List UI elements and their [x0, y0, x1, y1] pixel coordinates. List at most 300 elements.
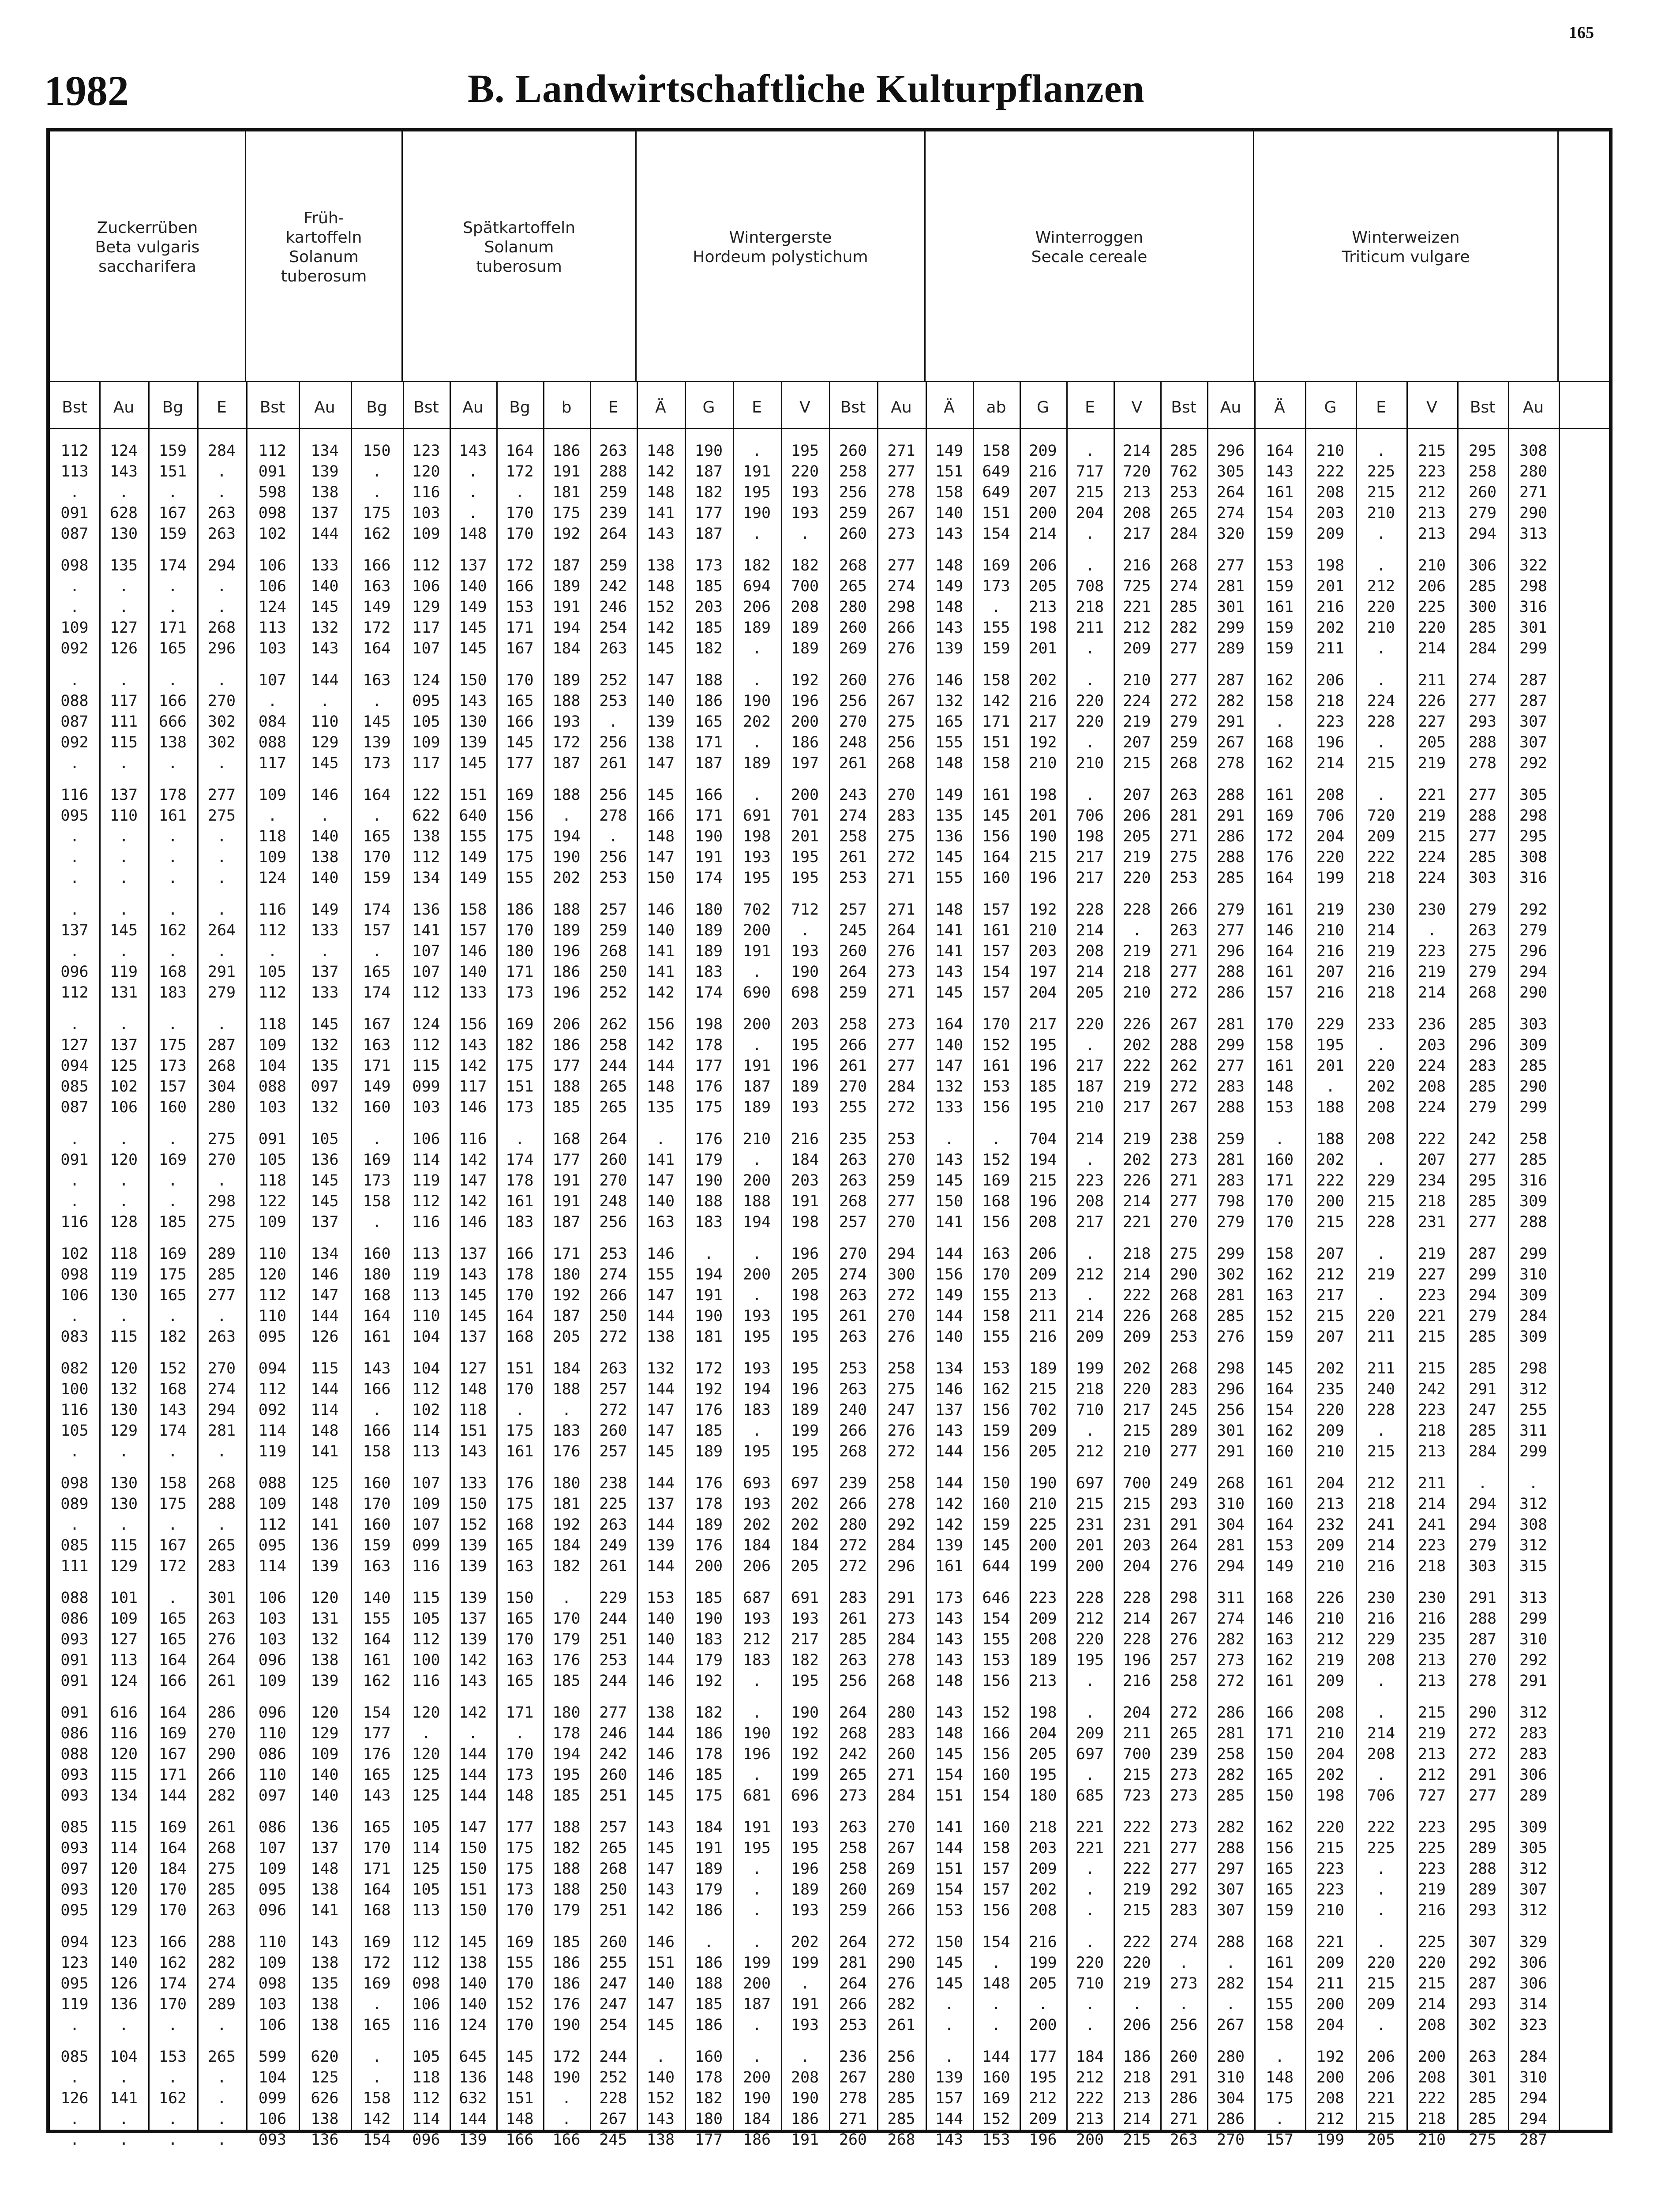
table-cell: 153	[935, 1902, 964, 1919]
table-cell: 146	[646, 1933, 675, 1951]
table-cell: 209	[1029, 1266, 1057, 1283]
table-cell: 161	[1265, 1057, 1294, 1075]
table-cell: 215	[1418, 442, 1446, 460]
table-cell: .	[168, 1172, 178, 1189]
table-cell: 273	[1170, 1975, 1198, 1992]
table-cell: 169	[363, 1151, 391, 1169]
table-cell: 152	[982, 2110, 1010, 2128]
table-cell: 134	[109, 1787, 138, 1805]
table-cell: 156	[982, 1672, 1010, 1690]
table-cell: 259	[1170, 734, 1198, 751]
table-cell: .	[752, 640, 762, 657]
table-cell: 145	[311, 598, 339, 616]
table-cell: 284	[1468, 640, 1497, 657]
table-cell: 306	[1519, 1954, 1548, 1972]
table-cell: 211	[1367, 1360, 1395, 1377]
table-cell: 137	[311, 963, 339, 981]
table-cell: 170	[552, 1610, 581, 1628]
table-cell: 082	[60, 1360, 89, 1377]
table-cell: 154	[982, 963, 1010, 981]
table-cell: 157	[982, 901, 1010, 919]
table-cell: 239	[599, 504, 627, 522]
table-cell: 263	[839, 1651, 867, 1669]
table-cell: 269	[887, 1881, 915, 1898]
table-cell: 244	[599, 2048, 627, 2066]
table-cell: 270	[839, 713, 867, 731]
table-cell: 113	[412, 1245, 440, 1263]
table-cell: 210	[1076, 754, 1104, 772]
column-header: V	[799, 398, 810, 416]
table-cell: 207	[1123, 786, 1151, 804]
table-cell: 228	[1123, 1589, 1151, 1607]
table-cell: 264	[599, 1130, 627, 1148]
column-header: Au	[314, 398, 335, 416]
table-cell: 632	[459, 2090, 487, 2107]
table-cell: 194	[742, 1213, 771, 1231]
table-cell: 148	[646, 484, 675, 501]
table-cell: 206	[1123, 807, 1151, 825]
table-cell: 266	[887, 619, 915, 637]
table-cell: 272	[887, 1287, 915, 1304]
table-cell: 119	[109, 1266, 138, 1283]
table-row	[50, 2108, 1559, 2130]
table-cell: 268	[1170, 1287, 1198, 1304]
table-cell: 170	[363, 848, 391, 866]
table-cell: 143	[363, 1787, 391, 1805]
table-cell: 119	[412, 1266, 440, 1283]
table-cell: 102	[412, 1401, 440, 1419]
table-cell: 309	[1519, 1819, 1548, 1836]
table-cell: 184	[552, 1537, 581, 1554]
table-cell: .	[119, 2016, 129, 2034]
table-cell: 280	[207, 1099, 236, 1116]
table-cell: 135	[935, 807, 964, 825]
table-cell: 277	[207, 786, 236, 804]
table-cell: 263	[1170, 786, 1198, 804]
table-cell: 219	[1123, 1975, 1151, 1992]
table-cell: 282	[207, 1954, 236, 1972]
table-cell: 161	[363, 1651, 391, 1669]
table-cell: 280	[839, 598, 867, 616]
table-cell: 202	[742, 713, 771, 731]
table-cell: 172	[694, 1360, 723, 1377]
table-cell: 136	[311, 1151, 339, 1169]
table-cell: .	[1085, 1704, 1095, 1722]
table-cell: 159	[1265, 1902, 1294, 1919]
table-cell: 115	[311, 1360, 339, 1377]
table-cell: 165	[363, 1819, 391, 1836]
table-cell: 202	[552, 869, 581, 887]
table-cell: 190	[552, 2016, 581, 2034]
table-cell: 097	[311, 1078, 339, 1095]
table-cell: 137	[935, 1401, 964, 1419]
table-cell: 200	[1316, 1996, 1345, 2013]
table-cell: 291	[1468, 1381, 1497, 1398]
table-cell: 209	[1316, 1537, 1345, 1554]
table-cell: 278	[599, 807, 627, 825]
table-cell: 296	[207, 640, 236, 657]
table-cell: 161	[1265, 598, 1294, 616]
table-cell: 288	[1468, 734, 1497, 751]
column-header: E	[217, 398, 227, 416]
table-cell: 257	[1170, 1651, 1198, 1669]
table-cell: 283	[1170, 1381, 1198, 1398]
table-cell: 263	[839, 1381, 867, 1398]
table-cell: 266	[887, 1902, 915, 1919]
table-cell: 279	[1468, 1307, 1497, 1325]
table-cell: 105	[60, 1422, 89, 1440]
table-cell: 245	[599, 2131, 627, 2149]
table-cell: 312	[1519, 1902, 1548, 1919]
table-cell: 149	[935, 578, 964, 595]
table-cell: 173	[363, 1172, 391, 1189]
table-cell: 120	[311, 1589, 339, 1607]
table-cell: 147	[646, 1401, 675, 1419]
table-cell: 222	[1076, 2090, 1104, 2107]
table-cell: 214	[1316, 754, 1345, 772]
table-cell: 310	[1519, 2069, 1548, 2086]
table-row	[50, 732, 1559, 753]
table-cell: 187	[694, 754, 723, 772]
table-cell: 291	[1519, 1672, 1548, 1690]
table-cell: 207	[1123, 734, 1151, 751]
table-cell: 270	[207, 1151, 236, 1169]
table-cell: 288	[1216, 1933, 1245, 1951]
table-cell: 173	[158, 1057, 187, 1075]
table-cell: 291	[887, 1589, 915, 1607]
table-cell: 133	[459, 984, 487, 1002]
table-cell: 216	[1367, 1557, 1395, 1575]
table-cell: 186	[791, 734, 819, 751]
table-cell: .	[267, 942, 278, 960]
table-cell: 218	[1367, 869, 1395, 887]
table-cell: 125	[109, 1057, 138, 1075]
table-cell: 216	[1316, 598, 1345, 616]
table-cell: 214	[1367, 922, 1395, 939]
table-cell: 170	[506, 1745, 534, 1763]
table-cell: 126	[60, 2090, 89, 2107]
table-cell: 185	[552, 1099, 581, 1116]
table-cell: 211	[1418, 1474, 1446, 1492]
table-cell: .	[70, 2110, 79, 2128]
table-cell: .	[168, 1443, 178, 1460]
table-cell: 218	[1418, 1557, 1446, 1575]
table-cell: 151	[506, 1360, 534, 1377]
table-cell: 169	[982, 1172, 1010, 1189]
table-cell: 178	[552, 1725, 581, 1742]
table-cell: .	[1085, 1881, 1095, 1898]
table-cell: 138	[646, 734, 675, 751]
table-cell: 267	[599, 2110, 627, 2128]
table-cell: .	[119, 1307, 129, 1325]
table-cell: 144	[646, 1557, 675, 1575]
table-cell: .	[168, 754, 178, 772]
table-cell: 215	[1029, 1381, 1057, 1398]
table-cell: 160	[982, 1495, 1010, 1513]
table-cell: 215	[1418, 1975, 1446, 1992]
table-cell: 200	[742, 1172, 771, 1189]
table-cell: 287	[207, 1036, 236, 1054]
table-cell: 166	[363, 557, 391, 574]
table-cell: 267	[1170, 1016, 1198, 1033]
table-cell: 114	[412, 2110, 440, 2128]
table-cell: 219	[1418, 754, 1446, 772]
column-header: G	[702, 398, 715, 416]
table-cell: 305	[1519, 786, 1548, 804]
table-cell: 287	[1519, 692, 1548, 710]
table-cell: 161	[1265, 963, 1294, 981]
table-cell: 307	[1216, 1902, 1245, 1919]
table-cell: 145	[109, 922, 138, 939]
table-cell: 164	[363, 1307, 391, 1325]
table-cell: 221	[1123, 598, 1151, 616]
table-cell: 198	[1316, 557, 1345, 574]
table-cell: 271	[887, 869, 915, 887]
table-cell: 228	[1367, 713, 1395, 731]
table-cell: 261	[839, 754, 867, 772]
table-cell: .	[70, 1130, 79, 1148]
table-cell: 138	[412, 828, 440, 845]
table-cell: 256	[839, 484, 867, 501]
table-cell: 142	[935, 1495, 964, 1513]
table-cell: 210	[1123, 672, 1151, 689]
table-cell: 129	[412, 598, 440, 616]
table-cell: 176	[694, 1474, 723, 1492]
table-cell: 282	[1216, 1766, 1245, 1784]
table-cell: 170	[506, 1975, 534, 1992]
table-cell: 284	[1468, 1443, 1497, 1460]
table-cell: 180	[506, 942, 534, 960]
table-cell: 283	[1216, 1078, 1245, 1095]
table-cell: 111	[60, 1557, 89, 1575]
table-cell: 263	[839, 1819, 867, 1836]
table-cell: 169	[1265, 807, 1294, 825]
table-cell: 140	[311, 869, 339, 887]
table-cell: 252	[599, 984, 627, 1002]
table-cell: 083	[60, 1328, 89, 1346]
table-cell: 132	[311, 619, 339, 637]
table-cell: 118	[109, 1245, 138, 1263]
table-cell: 204	[1123, 1557, 1151, 1575]
table-cell: 215	[1123, 1422, 1151, 1440]
table-cell: .	[70, 2069, 79, 2086]
table-cell: 189	[791, 619, 819, 637]
table-cell: 112	[412, 848, 440, 866]
table-cell: .	[119, 1016, 129, 1033]
table-cell: .	[752, 1902, 762, 1919]
table-cell: 169	[506, 1933, 534, 1951]
table-cell: 132	[109, 1381, 138, 1398]
table-cell: 093	[258, 2131, 287, 2149]
table-row	[50, 1212, 1559, 1233]
table-cell: 285	[1468, 2110, 1497, 2128]
table-cell: 200	[1316, 2069, 1345, 2086]
table-cell: 299	[1216, 1245, 1245, 1263]
table-cell: 192	[1029, 734, 1057, 751]
table-cell: 103	[258, 1099, 287, 1116]
table-cell: 185	[694, 1422, 723, 1440]
table-cell: 163	[506, 1651, 534, 1669]
table-cell: 258	[839, 1860, 867, 1878]
table-cell: 681	[742, 1787, 771, 1805]
table-cell: 138	[311, 1881, 339, 1898]
table-cell: 155	[506, 869, 534, 887]
table-cell: 103	[258, 1631, 287, 1648]
table-cell: 278	[839, 2090, 867, 2107]
table-cell: 162	[1265, 1819, 1294, 1836]
table-cell: 195	[791, 1443, 819, 1460]
table-cell: 167	[158, 504, 187, 522]
table-cell: 158	[1265, 692, 1294, 710]
table-cell: .	[1085, 1860, 1095, 1878]
table-cell: 233	[1367, 1016, 1395, 1033]
table-cell: 192	[552, 525, 581, 543]
table-cell: 174	[158, 557, 187, 574]
table-cell: 267	[887, 1839, 915, 1857]
table-cell: 242	[1468, 1130, 1497, 1148]
table-cell: .	[515, 1130, 525, 1148]
table-cell: 164	[158, 1651, 187, 1669]
table-cell: 154	[1265, 1401, 1294, 1419]
table-cell: 116	[412, 2016, 440, 2034]
column-header: Au	[891, 398, 912, 416]
table-cell: 217	[1123, 1099, 1151, 1116]
table-cell: 218	[1123, 963, 1151, 981]
table-cell: 196	[1029, 2131, 1057, 2149]
table-cell: 169	[158, 1725, 187, 1742]
table-cell: 159	[363, 869, 391, 887]
table-cell: .	[217, 578, 227, 595]
table-cell: .	[1275, 1130, 1285, 1148]
table-cell: 145	[459, 1933, 487, 1951]
table-cell: 214	[1123, 2110, 1151, 2128]
table-cell: 306	[1519, 1766, 1548, 1784]
table-cell: 158	[982, 1307, 1010, 1325]
table-cell: 086	[258, 1745, 287, 1763]
table-row	[50, 503, 1559, 524]
table-cell: 110	[258, 1933, 287, 1951]
table-row	[50, 1493, 1559, 1515]
table-cell: 148	[935, 557, 964, 574]
table-cell: 710	[1076, 1975, 1104, 1992]
table-cell: 166	[158, 1933, 187, 1951]
table-cell: 157	[982, 1881, 1010, 1898]
table-cell: .	[119, 828, 129, 845]
table-cell: 091	[258, 1130, 287, 1148]
table-cell: 162	[982, 1381, 1010, 1398]
table-cell: .	[1085, 734, 1095, 751]
table-cell: 226	[1316, 1589, 1345, 1607]
table-cell: 177	[1029, 2048, 1057, 2066]
table-cell: 112	[60, 442, 89, 460]
table-cell: 277	[887, 463, 915, 480]
table-cell: 098	[60, 1474, 89, 1492]
table-cell: 298	[887, 598, 915, 616]
table-row	[50, 1035, 1559, 1056]
table-cell: 143	[935, 525, 964, 543]
table-cell: 256	[599, 786, 627, 804]
table-cell: 294	[207, 1401, 236, 1419]
table-cell: 115	[109, 1537, 138, 1554]
column-header: Bst	[840, 398, 866, 416]
table-cell: .	[991, 2016, 1001, 2034]
table-cell: 304	[1216, 2090, 1245, 2107]
table-cell: 109	[258, 786, 287, 804]
table-cell: 148	[935, 1672, 964, 1690]
table-cell: 160	[982, 1819, 1010, 1836]
table-cell: 142	[459, 1057, 487, 1075]
table-cell: 666	[158, 713, 187, 731]
table-cell: 170	[506, 922, 534, 939]
table-cell: 307	[1216, 1881, 1245, 1898]
table-cell: 183	[506, 1213, 534, 1231]
table-cell: 273	[1170, 1787, 1198, 1805]
table-cell: 176	[552, 1651, 581, 1669]
table-cell: 159	[1265, 619, 1294, 637]
table-cell: 140	[646, 1610, 675, 1628]
table-cell: 266	[839, 1495, 867, 1513]
table-cell: 144	[459, 2110, 487, 2128]
table-cell: 212	[1367, 578, 1395, 595]
table-cell: 188	[552, 1881, 581, 1898]
table-cell: 216	[1029, 1328, 1057, 1346]
table-row	[50, 690, 1559, 712]
table-cell: 214	[1076, 1130, 1104, 1148]
table-row	[50, 1243, 1559, 1264]
column-header: Ä	[944, 398, 955, 416]
table-cell: 164	[1265, 1381, 1294, 1398]
table-cell: 145	[646, 1787, 675, 1805]
table-cell: 200	[1029, 1537, 1057, 1554]
table-cell: .	[119, 901, 129, 919]
table-cell: 218	[1316, 692, 1345, 710]
table-cell: 267	[887, 504, 915, 522]
table-cell: 288	[1468, 1610, 1497, 1628]
table-cell: 301	[1216, 598, 1245, 616]
table-cell: 208	[1316, 2090, 1345, 2107]
table-cell: .	[372, 807, 382, 825]
table-cell: 163	[363, 1557, 391, 1575]
table-cell: 274	[599, 1266, 627, 1283]
table-cell: 171	[552, 1245, 581, 1263]
table-cell: 195	[742, 1443, 771, 1460]
table-cell: 223	[1418, 463, 1446, 480]
table-cell: 138	[311, 1651, 339, 1669]
table-cell: 129	[311, 734, 339, 751]
table-cell: 168	[506, 1516, 534, 1534]
table-cell: .	[562, 2090, 571, 2107]
table-cell: 170	[1265, 1193, 1294, 1210]
table-row	[50, 2015, 1559, 2036]
table-cell: 156	[935, 1266, 964, 1283]
table-cell: 225	[1029, 1516, 1057, 1534]
table-cell: 166	[363, 1422, 391, 1440]
table-cell: 193	[742, 848, 771, 866]
table-row	[50, 1306, 1559, 1327]
page-number: 165	[1569, 23, 1594, 42]
table-cell: 257	[839, 1213, 867, 1231]
table-cell: .	[752, 1881, 762, 1898]
table-cell: 096	[412, 2131, 440, 2149]
table-cell: 190	[552, 2069, 581, 2086]
table-cell: 220	[1076, 1631, 1104, 1648]
table-cell: 272	[887, 1443, 915, 1460]
table-cell: 288	[207, 1933, 236, 1951]
table-cell: 720	[1123, 463, 1151, 480]
table-cell: 247	[887, 1401, 915, 1419]
table-cell: 186	[694, 1954, 723, 1972]
table-cell: 261	[207, 1819, 236, 1836]
